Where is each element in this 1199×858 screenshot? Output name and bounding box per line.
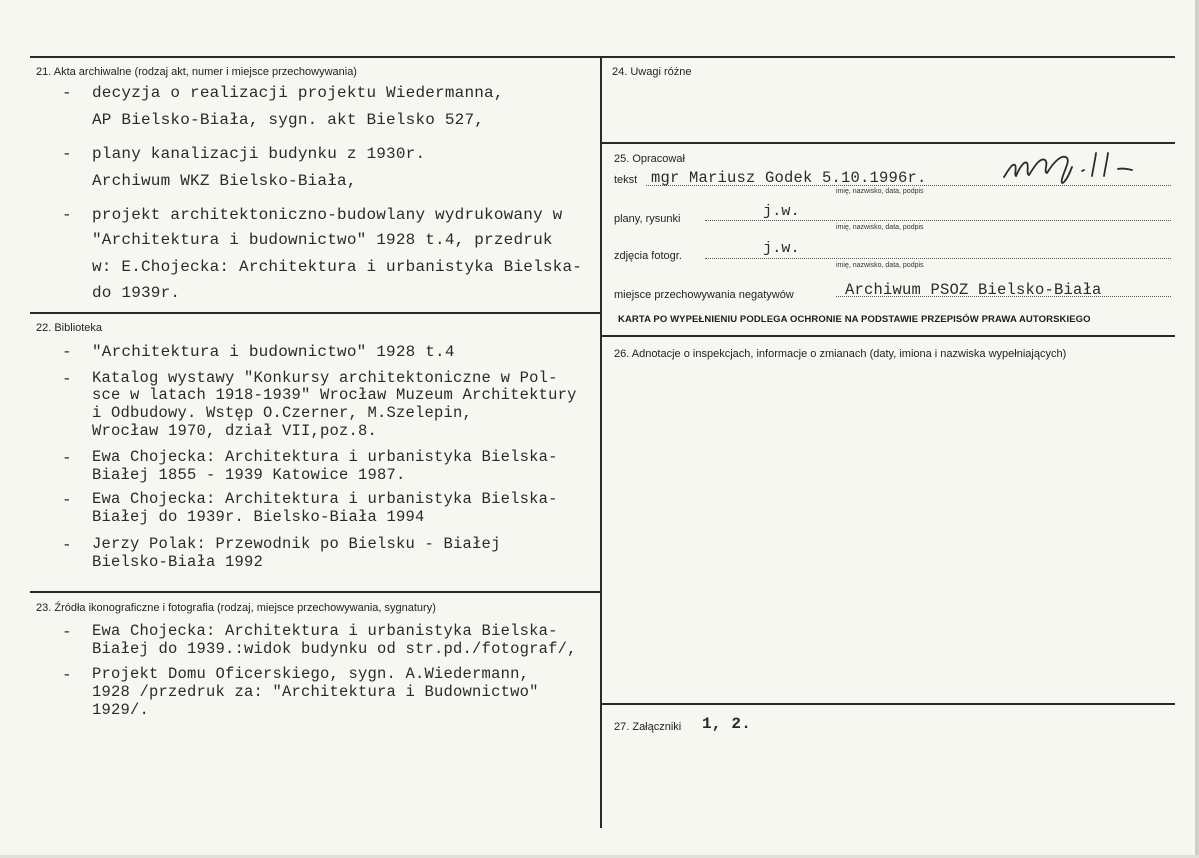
zdjecia-label: zdjęcia fotogr. xyxy=(614,250,682,262)
rule-25-26 xyxy=(600,335,1175,337)
bullet-dash: - xyxy=(62,449,72,467)
bullet-dash: - xyxy=(62,343,72,361)
list-item-line: Katalog wystawy "Konkursy architektoniczne w Pol- xyxy=(92,369,558,387)
section-23-title: 23. Źródła ikonograficzne i fotografia (rodzaj, miejsce przechowywania, sygnatury) xyxy=(36,602,436,614)
zdjecia-value: j.w. xyxy=(763,240,800,257)
signature-image xyxy=(1000,143,1150,193)
tekst-caption: imię, nazwisko, data, podpis xyxy=(836,188,924,195)
attachments-value: 1, 2. xyxy=(702,715,752,733)
bullet-dash: - xyxy=(62,370,72,388)
tekst-label: tekst xyxy=(614,174,638,186)
bullet-dash: - xyxy=(62,84,72,102)
list-item-line: 1928 /przedruk za: "Architektura i Budownictwo" xyxy=(92,683,539,701)
tekst-value: mgr Mariusz Godek 5.10.1996r. xyxy=(651,169,927,187)
miejsce-value: Archiwum PSOZ Bielsko-Biała xyxy=(845,281,1102,299)
card-right-edge xyxy=(1195,0,1199,858)
list-item-line: Ewa Chojecka: Architektura i urbanistyka Bielska- xyxy=(92,622,558,640)
section-21-title: 21. Akta archiwalne (rodzaj akt, numer i miejsce przechowywania) xyxy=(36,66,357,78)
list-item-line: Białej 1855 - 1939 Katowice 1987. xyxy=(92,466,406,484)
list-item-line: Ewa Chojecka: Architektura i urbanistyka Bielska- xyxy=(92,448,558,466)
top-rule xyxy=(30,56,1175,58)
list-item-line: plany kanalizacji budynku z 1930r. xyxy=(92,145,426,163)
plany-value: j.w. xyxy=(763,203,800,220)
list-item-line: decyzja o realizacji projektu Wiedermanna, xyxy=(92,84,504,102)
section-26-title: 26. Adnotacje o inspekcjach, informacje o zmianach (daty, imiona i nazwiska wypełniających) xyxy=(614,348,1067,360)
list-item-line: Projekt Domu Oficerskiego, sygn. A.Wiedermann, xyxy=(92,665,530,683)
section-27-title: 27. Załączniki xyxy=(614,721,682,733)
rule-21-22 xyxy=(30,312,600,314)
list-item-line: Ewa Chojecka: Architektura i urbanistyka Bielska- xyxy=(92,490,558,508)
plany-label: plany, rysunki xyxy=(614,213,681,225)
bullet-dash: - xyxy=(62,145,72,163)
section-25-title: 25. Opracował xyxy=(614,153,685,165)
section-22-title: 22. Biblioteka xyxy=(36,322,103,334)
list-item-line: i Odbudowy. Wstęp O.Czerner, M.Szelepin, xyxy=(92,404,473,422)
list-item-line: Jerzy Polak: Przewodnik po Bielsku - Białej xyxy=(92,535,501,553)
rule-22-23 xyxy=(30,591,600,593)
list-item-line: Białej do 1939.:widok budynku od str.pd./fotograf/, xyxy=(92,640,577,658)
list-item-line: do 1939r. xyxy=(92,284,181,302)
plany-dotted-line xyxy=(705,220,1171,221)
center-divider xyxy=(600,56,602,828)
zdjecia-dotted-line xyxy=(705,258,1171,259)
bullet-dash: - xyxy=(62,536,72,554)
bullet-dash: - xyxy=(62,666,72,684)
miejsce-label: miejsce przechowywania negatywów xyxy=(614,289,794,301)
list-item-line: w: E.Chojecka: Architektura i urbanistyka Bielska- xyxy=(92,258,583,276)
rule-26-27 xyxy=(600,703,1175,705)
bullet-dash: - xyxy=(62,206,72,224)
list-item-line: "Architektura i budownictwo" 1928 t.4, przedruk xyxy=(92,231,553,249)
bullet-dash: - xyxy=(62,623,72,641)
list-item-line: Wrocław 1970, dział VII,poz.8. xyxy=(92,422,378,440)
list-item-line: Bielsko-Biała 1992 xyxy=(92,553,264,571)
list-item-line: 1929/. xyxy=(92,701,150,719)
list-item-line: AP Bielsko-Biała, sygn. akt Bielsko 527, xyxy=(92,111,485,129)
bullet-dash: - xyxy=(62,491,72,509)
zdjecia-caption: imię, nazwisko, data, podpis xyxy=(836,262,924,269)
list-item-line: "Architektura i budownictwo" 1928 t.4 xyxy=(92,343,455,361)
plany-caption: imię, nazwisko, data, podpis xyxy=(836,224,924,231)
list-item-line: Archiwum WKZ Bielsko-Biała, xyxy=(92,172,357,190)
copyright-notice: KARTA PO WYPEŁNIENIU PODLEGA OCHRONIE NA PODSTAWIE PRZEPISÓW PRAWA AUTORSKIEGO xyxy=(618,314,1091,325)
list-item-line: projekt architektoniczno-budowlany wydrukowany w xyxy=(92,206,563,224)
section-24-title: 24. Uwagi różne xyxy=(612,66,692,78)
list-item-line: sce w latach 1918-1939" Wrocław Muzeum Architektury xyxy=(92,386,577,404)
list-item-line: Białej do 1939r. Bielsko-Biała 1994 xyxy=(92,508,425,526)
